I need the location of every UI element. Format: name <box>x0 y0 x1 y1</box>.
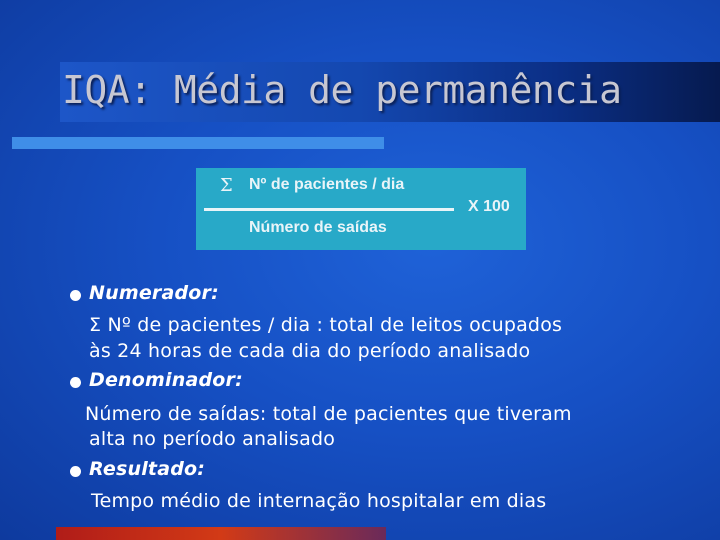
formula-denominator: Número de saídas <box>249 219 387 236</box>
formula-numerator: Nº de pacientes / dia <box>249 176 405 193</box>
bullet-icon <box>70 290 81 301</box>
item-text-line: Número de saídas: total de pacientes que tiveram <box>85 403 572 425</box>
item-text-line: às 24 horas de cada dia do período analisado <box>89 340 531 362</box>
bottom-accent-strip <box>56 527 386 540</box>
bullet-icon <box>70 466 81 477</box>
item-text-line: alta no período analisado <box>89 428 336 450</box>
item-heading-denominador: Denominador: <box>89 369 243 391</box>
bullet-icon <box>70 377 81 388</box>
item-text-line: Σ Nº de pacientes / dia : total de leitos ocupados <box>89 314 563 336</box>
item-heading-resultado: Resultado: <box>89 458 206 480</box>
sigma-symbol: Σ <box>220 175 233 196</box>
slide-title: IQA: Média de permanência <box>62 68 622 112</box>
item-text-line: Tempo médio de internação hospitalar em dias <box>91 490 547 512</box>
item-heading-numerador: Numerador: <box>89 282 219 304</box>
formula-multiplier: X 100 <box>468 198 510 215</box>
